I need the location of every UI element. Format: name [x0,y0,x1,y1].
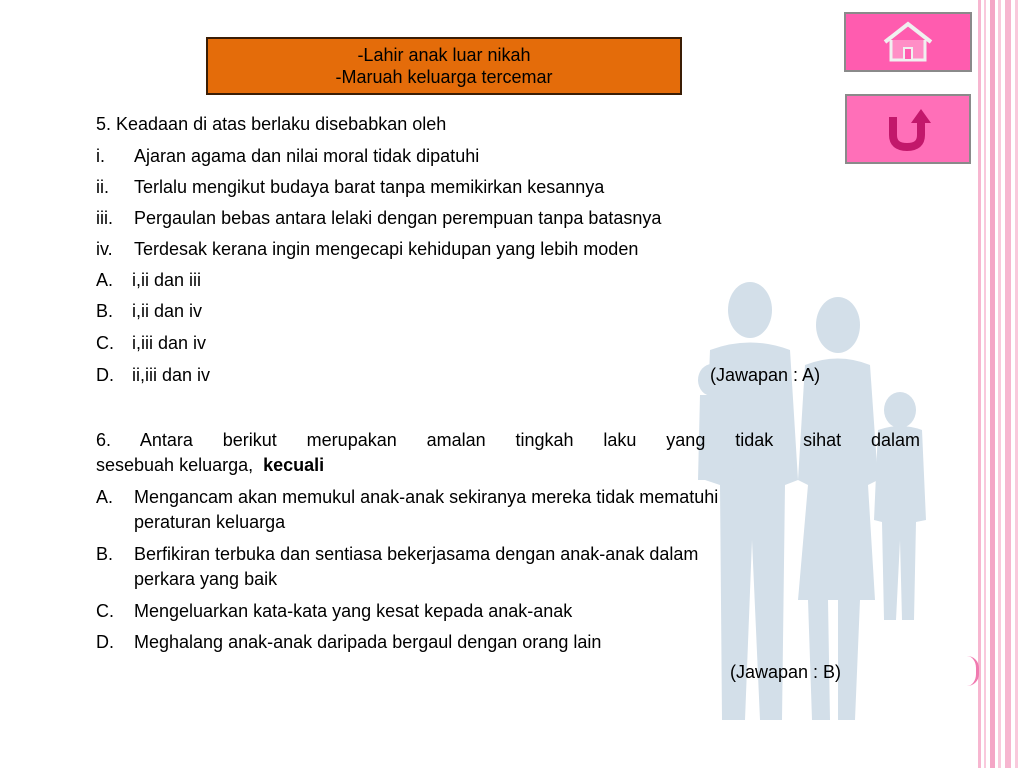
home-icon [881,20,935,64]
option-marker: C. [96,333,114,353]
option-marker: C. [96,601,114,621]
statement-text: Terlalu mengikut budaya barat tanpa memikirkan kesannya [134,177,605,197]
family-silhouette-image [690,280,990,720]
statement-marker: iii. [96,208,113,228]
option-text: Berfikiran terbuka dan sentiasa bekerjasama dengan anak-anak dalam [134,544,699,564]
option-marker: A. [96,270,114,290]
option-text: ii,iii dan iv [132,365,211,385]
option-text: Mengancam akan memukul anak-anak sekiranya mereka tidak mematuhi [134,487,719,507]
q6-stem-line-1: 6. Antara berikut merupakan amalan tingkah laku yang tidak sihat dalam [96,430,920,450]
statement-text: Ajaran agama dan nilai moral tidak dipatuhi [134,146,480,166]
option-text: perkara yang baik [134,569,278,589]
option-marker: B. [96,301,114,321]
statement-marker: ii. [96,177,109,197]
q5-answer: (Jawapan : A) [710,365,821,385]
home-button[interactable] [844,12,972,72]
option-marker: D. [96,632,114,652]
option-text: i,iii dan iv [132,333,207,353]
statement-marker: iv. [96,239,113,259]
statement-marker: i. [96,146,105,166]
back-button[interactable] [845,94,971,164]
return-arrow-icon [883,105,933,153]
q6-stem-text: sesebuah keluarga, [96,455,254,475]
option-text: Mengeluarkan kata-kata yang kesat kepada anak-anak [134,601,573,621]
q6-stem-line-2 [96,453,324,477]
statement-text: Terdesak kerana ingin mengecapi kehidupan yang lebih moden [134,239,639,259]
option-text: peraturan keluarga [134,512,286,532]
q6-stem-emphasis: kecuali [263,455,325,475]
option-marker: D. [96,365,114,385]
option-marker: A. [96,487,114,507]
title-box [206,37,682,95]
statement-text: Pergaulan bebas antara lelaki dengan perempuan tanpa batasnya [134,208,662,228]
q5-stem: 5. Keadaan di atas berlaku disebabkan oleh [96,114,447,134]
title-line-2: -Maruah keluarga tercemar [335,67,553,87]
q6-answer: (Jawapan : B) [730,662,842,682]
option-text: i,ii dan iii [132,270,202,290]
option-text: i,ii dan iv [132,301,203,321]
title-line-1: -Lahir anak luar nikah [357,45,531,65]
option-marker: B. [96,544,114,564]
option-text: Meghalang anak-anak daripada bergaul dengan orang lain [134,632,602,652]
